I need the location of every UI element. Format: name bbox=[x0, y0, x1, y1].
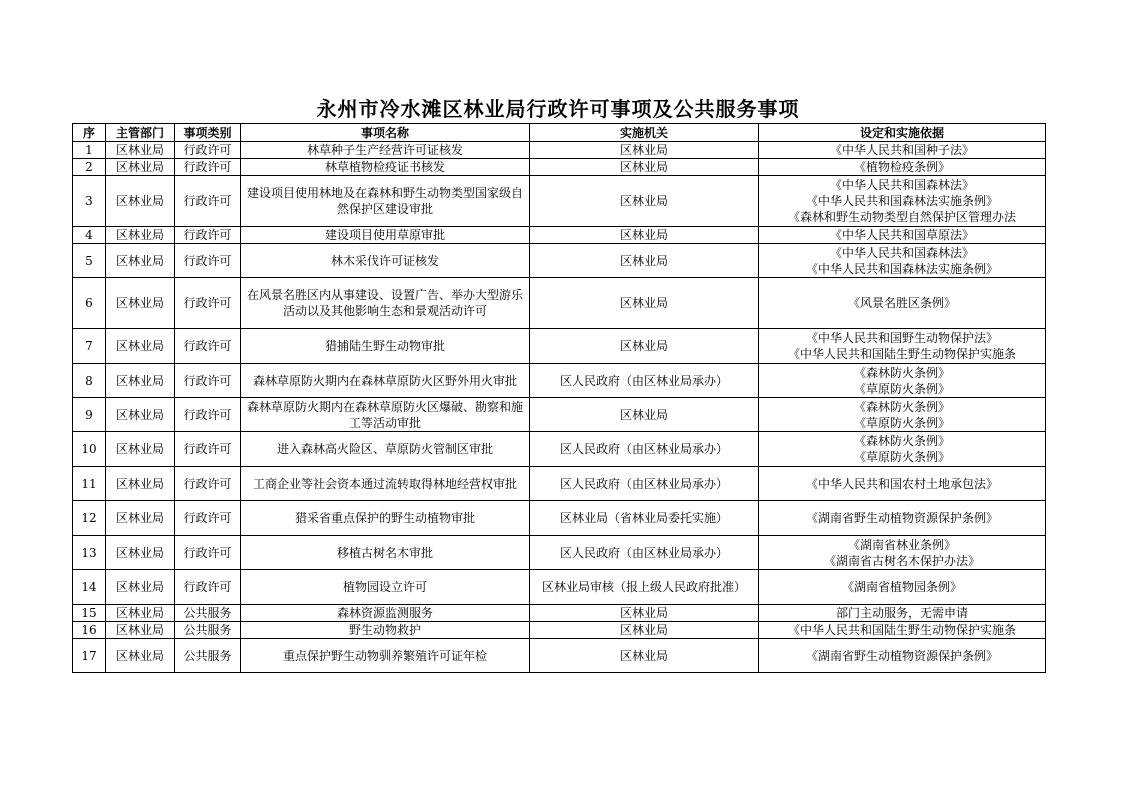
row-number: 5 bbox=[73, 244, 106, 278]
row-basis bbox=[759, 501, 1046, 536]
row-number: 10 bbox=[73, 432, 106, 467]
row-item-name: 建设项目使用草原审批 bbox=[241, 227, 530, 244]
row-number: 15 bbox=[73, 605, 106, 622]
row-category: 行政许可 bbox=[175, 142, 241, 159]
table-row bbox=[73, 227, 1046, 244]
row-basis bbox=[759, 176, 1046, 227]
row-basis bbox=[759, 570, 1046, 605]
header-category: 事项类别 bbox=[175, 124, 241, 142]
row-agency: 区林业局 bbox=[530, 329, 759, 364]
row-number: 12 bbox=[73, 501, 106, 536]
row-agency: 区林业局 bbox=[530, 622, 759, 639]
row-basis bbox=[759, 639, 1046, 673]
row-number: 4 bbox=[73, 227, 106, 244]
row-basis bbox=[759, 278, 1046, 329]
row-item-name: 森林草原防火期内在森林草原防火区野外用火审批 bbox=[241, 364, 530, 398]
row-category: 公共服务 bbox=[175, 622, 241, 639]
row-basis bbox=[759, 536, 1046, 570]
row-dept: 区林业局 bbox=[106, 244, 175, 278]
table-row bbox=[73, 570, 1046, 605]
row-dept: 区林业局 bbox=[106, 159, 175, 176]
row-dept: 区林业局 bbox=[106, 176, 175, 227]
row-number: 14 bbox=[73, 570, 106, 605]
header-no: 序 bbox=[73, 124, 106, 142]
header-dept: 主管部门 bbox=[106, 124, 175, 142]
row-agency: 区人民政府（由区林业局承办） bbox=[530, 364, 759, 398]
row-basis bbox=[759, 605, 1046, 622]
table-row bbox=[73, 501, 1046, 536]
row-agency: 区林业局 bbox=[530, 227, 759, 244]
row-dept: 区林业局 bbox=[106, 605, 175, 622]
document-title: 永州市冷水滩区林业局行政许可事项及公共服务事项 bbox=[316, 97, 800, 121]
row-item-name: 森林草原防火期内在森林草原防火区爆破、勘察和施工等活动审批 bbox=[241, 398, 530, 432]
row-number: 3 bbox=[73, 176, 106, 227]
basis-line: 《中华人民共和国种子法》 bbox=[829, 143, 974, 157]
row-dept: 区林业局 bbox=[106, 278, 175, 329]
row-item-name: 猎采省重点保护的野生动植物审批 bbox=[241, 501, 530, 536]
table-row bbox=[73, 639, 1046, 673]
row-agency: 区林业局 bbox=[530, 244, 759, 278]
row-dept: 区林业局 bbox=[106, 467, 175, 501]
row-agency: 区林业局（省林业局委托实施） bbox=[530, 501, 759, 536]
row-basis bbox=[759, 622, 1046, 639]
basis-line: 《中华人民共和国野生动物保护法》 bbox=[805, 331, 998, 345]
row-category: 行政许可 bbox=[175, 176, 241, 227]
row-dept: 区林业局 bbox=[106, 622, 175, 639]
row-number: 1 bbox=[73, 142, 106, 159]
row-basis bbox=[759, 159, 1046, 176]
table-row bbox=[73, 364, 1046, 398]
basis-line: 《植物检疫条例》 bbox=[853, 160, 950, 174]
table-row bbox=[73, 398, 1046, 432]
row-item-name: 进入森林高火险区、草原防火管制区审批 bbox=[241, 432, 530, 467]
basis-line: 《风景名胜区条例》 bbox=[847, 296, 956, 310]
row-dept: 区林业局 bbox=[106, 536, 175, 570]
row-basis bbox=[759, 244, 1046, 278]
row-category: 行政许可 bbox=[175, 329, 241, 364]
basis-line: 《中华人民共和国森林法实施条例》 bbox=[805, 194, 998, 208]
row-category: 行政许可 bbox=[175, 467, 241, 501]
row-number: 6 bbox=[73, 278, 106, 329]
table-row bbox=[73, 176, 1046, 227]
row-basis bbox=[759, 432, 1046, 467]
basis-line: 《中华人民共和国农村土地承包法》 bbox=[805, 476, 998, 491]
basis-line: 《中华人民共和国森林法实施条例》 bbox=[805, 261, 998, 276]
basis-line: 《中华人民共和国森林法》 bbox=[829, 178, 974, 192]
basis-line: 《草原防火条例》 bbox=[853, 450, 950, 464]
table-row bbox=[73, 278, 1046, 329]
basis-line: 《湖南省古树名木保护办法》 bbox=[823, 553, 980, 568]
row-number: 2 bbox=[73, 159, 106, 176]
row-item-name: 野生动物救护 bbox=[241, 622, 530, 639]
basis-line: 部门主动服务，无需申请 bbox=[835, 606, 968, 620]
table-row bbox=[73, 244, 1046, 278]
table-row bbox=[73, 622, 1046, 639]
row-item-name: 移植古树名木审批 bbox=[241, 536, 530, 570]
header-basis: 设定和实施依据 bbox=[759, 124, 1046, 142]
row-agency: 区林业局 bbox=[530, 159, 759, 176]
table-row bbox=[73, 142, 1046, 159]
row-dept: 区林业局 bbox=[106, 501, 175, 536]
basis-line: 《湖南省植物园条例》 bbox=[841, 580, 962, 594]
row-dept: 区林业局 bbox=[106, 227, 175, 244]
table-row bbox=[73, 432, 1046, 467]
basis-line: 《草原防火条例》 bbox=[853, 415, 950, 430]
table-row bbox=[73, 536, 1046, 570]
row-number: 11 bbox=[73, 467, 106, 501]
row-basis bbox=[759, 364, 1046, 398]
basis-line: 《湖南省野生动植物资源保护条例》 bbox=[805, 511, 998, 525]
row-category: 行政许可 bbox=[175, 432, 241, 467]
row-dept: 区林业局 bbox=[106, 142, 175, 159]
basis-line: 《中华人民共和国陆生野生动物保护实施条 bbox=[787, 347, 1016, 361]
row-category: 行政许可 bbox=[175, 398, 241, 432]
table-row bbox=[73, 605, 1046, 622]
row-category: 行政许可 bbox=[175, 364, 241, 398]
row-category: 行政许可 bbox=[175, 536, 241, 570]
row-basis bbox=[759, 227, 1046, 244]
basis-line: 《草原防火条例》 bbox=[853, 381, 950, 396]
row-dept: 区林业局 bbox=[106, 329, 175, 364]
row-category: 行政许可 bbox=[175, 159, 241, 176]
row-item-name: 林草植物检疫证书核发 bbox=[241, 159, 530, 176]
row-agency: 区人民政府（由区林业局承办） bbox=[530, 432, 759, 467]
row-category: 行政许可 bbox=[175, 278, 241, 329]
row-basis bbox=[759, 142, 1046, 159]
row-dept: 区林业局 bbox=[106, 398, 175, 432]
row-item-name: 林草种子生产经营许可证核发 bbox=[241, 142, 530, 159]
basis-line: 《森林防火条例》 bbox=[853, 365, 950, 380]
row-dept: 区林业局 bbox=[106, 432, 175, 467]
basis-line: 《中华人民共和国草原法》 bbox=[829, 228, 974, 242]
row-agency: 区林业局审核（报上级人民政府批准） bbox=[530, 570, 759, 605]
table-row bbox=[73, 159, 1046, 176]
row-basis bbox=[759, 467, 1046, 501]
row-agency: 区林业局 bbox=[530, 278, 759, 329]
header-agency: 实施机关 bbox=[530, 124, 759, 142]
row-number: 7 bbox=[73, 329, 106, 364]
table-header-row bbox=[73, 124, 1046, 142]
basis-line: 《中华人民共和国森林法》 bbox=[829, 245, 974, 260]
row-dept: 区林业局 bbox=[106, 364, 175, 398]
row-dept: 区林业局 bbox=[106, 570, 175, 605]
basis-line: 《森林和野生动物类型自然保护区管理办法 bbox=[787, 210, 1016, 224]
row-number: 8 bbox=[73, 364, 106, 398]
row-item-name: 建设项目使用林地及在森林和野生动物类型国家级自然保护区建设审批 bbox=[241, 176, 530, 227]
basis-line: 《中华人民共和国陆生野生动物保护实施条 bbox=[787, 623, 1016, 637]
basis-line: 《森林防火条例》 bbox=[853, 399, 950, 414]
row-basis bbox=[759, 398, 1046, 432]
row-agency: 区人民政府（由区林业局承办） bbox=[530, 467, 759, 501]
table-row bbox=[73, 467, 1046, 501]
permit-table bbox=[72, 123, 1046, 673]
row-basis bbox=[759, 329, 1046, 364]
row-item-name: 猎捕陆生野生动物审批 bbox=[241, 329, 530, 364]
row-agency: 区林业局 bbox=[530, 398, 759, 432]
row-agency: 区林业局 bbox=[530, 639, 759, 673]
row-item-name: 在风景名胜区内从事建设、设置广告、举办大型游乐活动以及其他影响生态和景观活动许可 bbox=[241, 278, 530, 329]
row-agency: 区林业局 bbox=[530, 605, 759, 622]
row-number: 9 bbox=[73, 398, 106, 432]
row-number: 17 bbox=[73, 639, 106, 673]
row-number: 16 bbox=[73, 622, 106, 639]
row-category: 公共服务 bbox=[175, 639, 241, 673]
row-item-name: 工商企业等社会资本通过流转取得林地经营权审批 bbox=[241, 467, 530, 501]
row-category: 行政许可 bbox=[175, 501, 241, 536]
row-item-name: 林木采伐许可证核发 bbox=[241, 244, 530, 278]
basis-line: 《湖南省野生动植物资源保护条例》 bbox=[805, 648, 998, 663]
row-category: 公共服务 bbox=[175, 605, 241, 622]
row-agency: 区林业局 bbox=[530, 142, 759, 159]
header-name: 事项名称 bbox=[241, 124, 530, 142]
row-number: 13 bbox=[73, 536, 106, 570]
row-dept: 区林业局 bbox=[106, 639, 175, 673]
row-item-name: 森林资源监测服务 bbox=[241, 605, 530, 622]
basis-line: 《湖南省林业条例》 bbox=[847, 537, 956, 552]
row-category: 行政许可 bbox=[175, 244, 241, 278]
row-item-name: 重点保护野生动物驯养繁殖许可证年检 bbox=[241, 639, 530, 673]
row-agency: 区人民政府（由区林业局承办） bbox=[530, 536, 759, 570]
row-category: 行政许可 bbox=[175, 227, 241, 244]
table-row bbox=[73, 329, 1046, 364]
row-agency: 区林业局 bbox=[530, 176, 759, 227]
basis-line: 《森林防火条例》 bbox=[853, 434, 950, 448]
row-item-name: 植物园设立许可 bbox=[241, 570, 530, 605]
row-category: 行政许可 bbox=[175, 570, 241, 605]
